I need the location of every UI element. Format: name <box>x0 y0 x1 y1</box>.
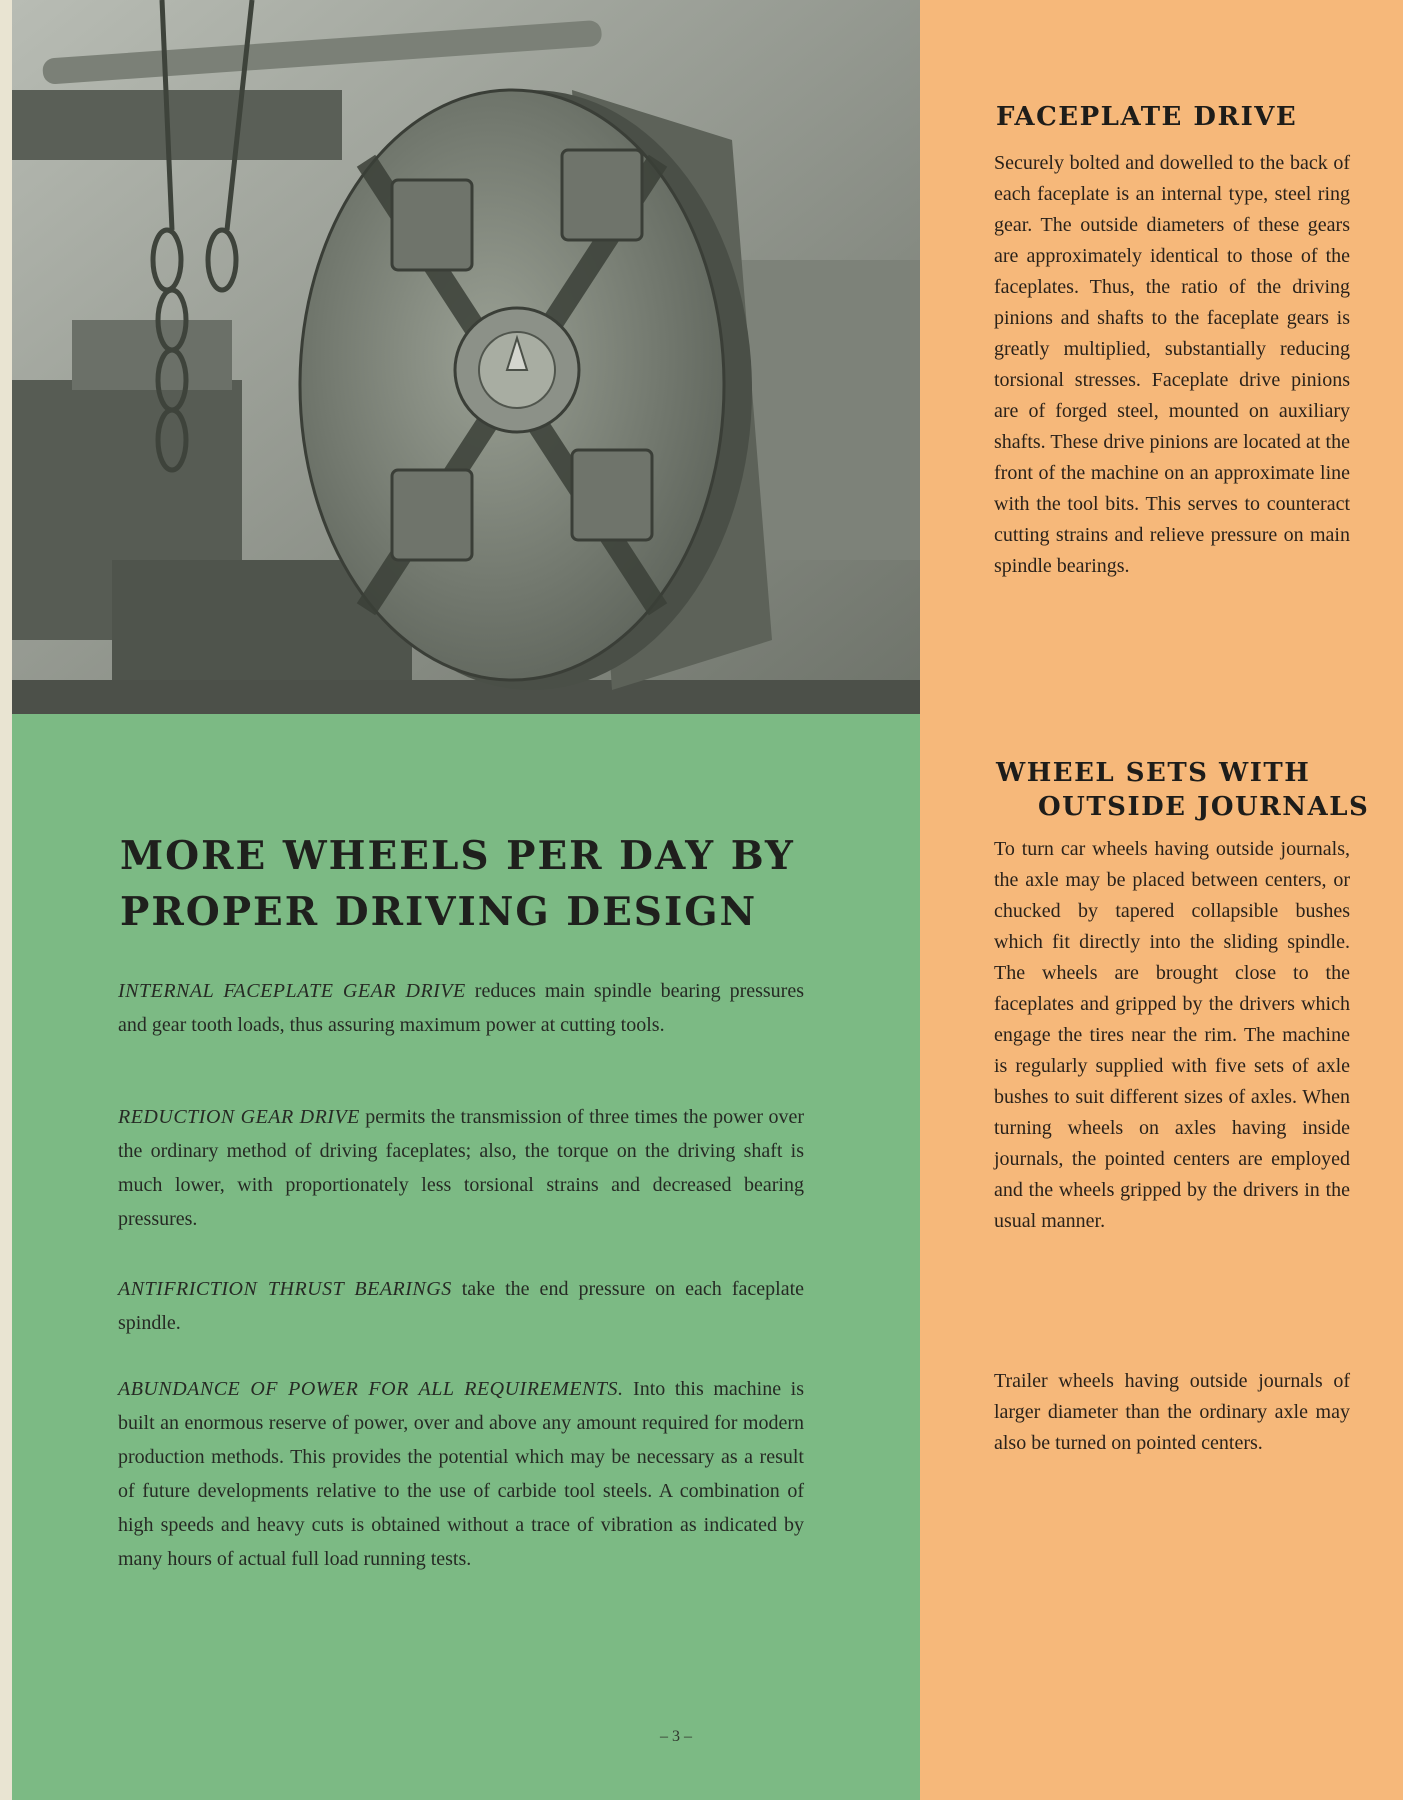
faceplate-drive-heading <box>996 100 1297 134</box>
faceplate-machine-photo <box>12 0 920 714</box>
paragraph-lead: ANTIFRICTION THRUST BEARINGS <box>118 1278 452 1300</box>
paragraph-body: Into this machine is built an enormous reserve of power, over and above any amount required for modern production methods. This provides the potential which may be necessary as a result of future developments relative to the use of carbide tool steels. A combination of high speeds and heavy cuts is obtained without a trace of vibration as indicated by many hours of actual full load running tests. <box>118 1378 804 1570</box>
jaw-bottom-left <box>392 470 472 560</box>
paragraph-reduction-gear-drive <box>118 1100 804 1236</box>
paragraph-body: take the end pressure on each faceplate spindle. <box>118 1278 805 1334</box>
paragraph-internal-faceplate-gear-drive <box>118 974 804 1042</box>
paragraph-body: permits the transmission of three times the power over the ordinary method of driving faceplates; also, the torque on the driving shaft is much lower, with proportionately less torsional strains and decreased bearing pressures. <box>118 1106 804 1230</box>
main-heading-line-2: PROPER DRIVING DESIGN <box>120 889 758 935</box>
faceplate-drive-text: Securely bolted and dowelled to the back of each faceplate is an internal type, steel ring gear. The outside diameters of these gears are approximately identical to those of the faceplates. Thus, the ratio of the driving pinions and shafts to the faceplate gears is greatly multiplied, substantially reducing torsional stresses. Faceplate drive pinions are of forged steel, mounted on auxiliary shafts. These drive pinions are located at the front of the machine on an approximate line with the tool bits. This serves to counteract cutting strains and relieve pressure on main spindle bearings. <box>994 152 1350 577</box>
main-heading-line-1: MORE WHEELS PER DAY BY <box>120 833 795 879</box>
wheel-sets-text: To turn car wheels having outside journals, the axle may be placed between centers, or chucked by tapered collapsible bushes which fit directly into the sliding spindle. The wheels are brought close to the faceplates and gripped by the drivers which engage the tires near the rim. The machine is regularly supplied with five sets of axle bushes to suit different sizes of axles. When turning wheels on axles having inside journals, the pointed centers are employed and the wheels gripped by the drivers in the usual manner. <box>994 838 1350 1232</box>
page-number: – 3 – <box>660 1728 692 1745</box>
main-heading <box>120 828 840 940</box>
faceplate-drive-heading-text: FACEPLATE DRIVE <box>996 102 1298 132</box>
trailer-wheels-text: Trailer wheels having outside journals of larger diameter than the ordinary axle may also be turned on pointed centers. <box>994 1370 1350 1454</box>
wheel-sets-heading-line-1: WHEEL SETS WITH <box>996 758 1311 788</box>
wheel-sets-heading-line-2: OUTSIDE JOURNALS <box>1038 792 1370 822</box>
paragraph-abundance-of-power <box>118 1372 804 1576</box>
machine-illustration <box>12 0 920 714</box>
paragraph-lead: REDUCTION GEAR DRIVE <box>118 1106 360 1128</box>
jaw-top-left <box>392 180 472 270</box>
wheel-sets-heading <box>996 756 1369 824</box>
paragraph-lead: INTERNAL FACEPLATE GEAR DRIVE <box>118 980 466 1002</box>
paragraph-lead: ABUNDANCE OF POWER FOR ALL REQUIREMENTS. <box>118 1378 624 1400</box>
jaw-top-right <box>562 150 642 240</box>
paragraph-antifriction-thrust-bearings <box>118 1272 804 1340</box>
paragraph-body: reduces main spindle bearing pressures and gear tooth loads, thus assuring maximum power at cutting tools. <box>118 980 804 1036</box>
jaw-bottom-right <box>572 450 652 540</box>
